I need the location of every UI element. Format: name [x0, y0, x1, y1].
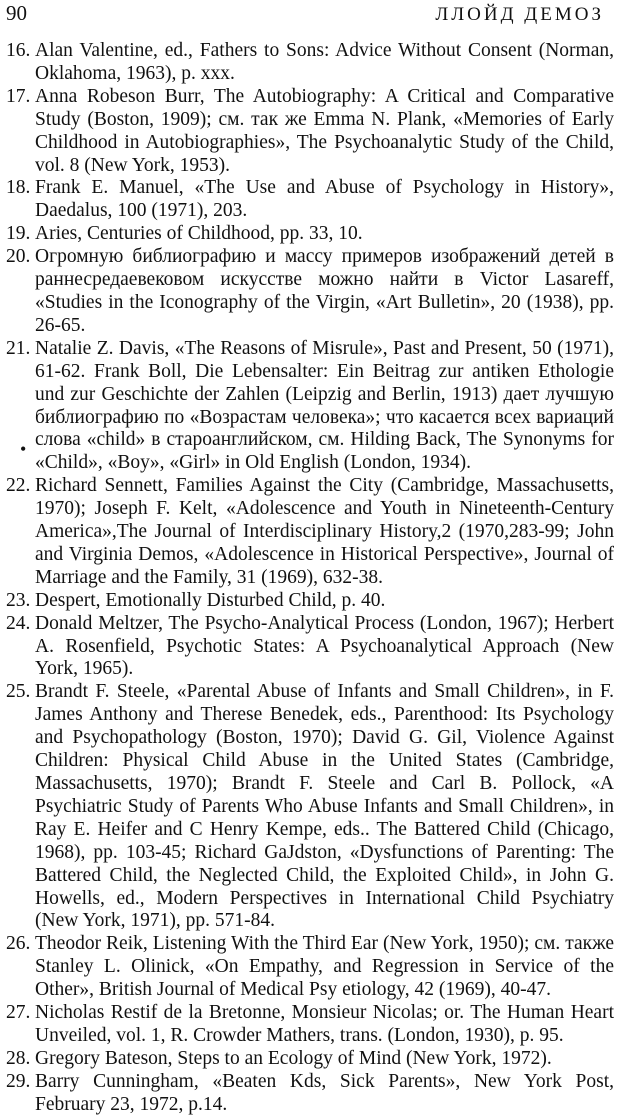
footnote-text: Brandt F. Steele, «Parental Abuse of Infants and Small Children», in F. James Anthony and Therese Benedek, eds., Parenthood: Its Psychology and Psychopathology (Boston, 1970); David G. Gil, Violence Against Children: Physical Child Abuse in the United States (Cambridge, Massachusetts, 1970); Brandt F. Steele and Carl B. Pollock, «A Psychiatric Study of Parents Who Abuse Infants and Small Children», in Ray E. Heifer and C Henry Kempe, eds.. The Battered Child (Chicago, 1968), pp. 103-45; Richard GaJdston, «Dysfunctions of Parenting: The Battered Child, the Neglected Child, the Exploited Child», in John G. Howells, ed., Modern Perspectives in International Child Psychiatry (New York, 1971), pp. 571-84.: [35, 681, 614, 932]
footnote-text: Alan Valentine, ed., Fathers to Sons: Advice Without Consent (Norman, Oklahoma, 1963), p. xxx.: [35, 40, 614, 84]
footnote: [6, 177, 614, 223]
footnotes-list: [6, 40, 614, 1117]
footnote-text: Richard Sennett, Families Against the City (Cambridge, Massachusetts, 1970); Joseph F. Kelt, «Adolescence and Youth in Nineteenth-Century America»,The Journal of Interdisciplinary History,2 (1970,283-99; John and Virginia Demos, «Adolescence in Historical Perspective», Journal of Marriage and the Family, 31 (1969), 632-38.: [35, 475, 614, 588]
footnote-text: Aries, Centuries of Childhood, pp. 33, 10.: [35, 223, 363, 245]
footnote-number: 27.: [6, 1002, 31, 1024]
footnote: [6, 475, 614, 590]
footnote-number: 16.: [6, 40, 31, 61]
footnote-number: 19.: [6, 223, 31, 245]
footnote-number: 22.: [6, 475, 31, 497]
footnote-number: 25.: [6, 681, 31, 703]
bullet-mark: •: [20, 438, 27, 459]
footnote-text: Donald Meltzer, The Psycho-Analytical Process (London, 1967); Herbert A. Rosenfield, Psychotic States: A Psychoanalytical Approach (New York, 1965).: [35, 612, 614, 680]
footnote: [6, 1002, 614, 1048]
footnote: [6, 933, 614, 1002]
footnote-text: Nicholas Restif de la Bretonne, Monsieur Nicolas; or. The Human Heart Unveiled, vol. 1, R. Crowder Mathers, trans. (London, 1930), p. 95.: [35, 1002, 614, 1046]
running-title: ЛЛОЙД ДЕМОЗ: [435, 4, 604, 25]
footnote-text: Despert, Emotionally Disturbed Child, p. 40.: [35, 589, 386, 611]
page-header: [6, 0, 614, 40]
footnote: [6, 590, 614, 613]
footnote: [6, 40, 614, 86]
footnote: [6, 681, 614, 933]
page-number: 90: [6, 1, 27, 25]
footnote: [6, 246, 614, 338]
footnote-text: Theodor Reik, Listening With the Third Ear (New York, 1950); см. также Stanley L. Olinick, «On Empathy, and Regression in Service of the Other», British Journal of Medical Psy etiology, 42 (1969), 40-47.: [35, 933, 614, 1001]
footnote-text: Anna Robeson Burr, The Autobiography: A Critical and Comparative Study (Boston, 1909); см. так же Emma N. Plank, «Memories of Early Childhood in Autobiographies», The Psychoanalytic Study of the Child, vol. 8 (New York, 1953).: [35, 85, 614, 176]
footnote-number: 29.: [6, 1070, 31, 1092]
footnote-number: 23.: [6, 589, 31, 611]
footnote-number: 26.: [6, 933, 31, 955]
footnote-text: Gregory Bateson, Steps to an Ecology of Mind (New York, 1972).: [35, 1047, 552, 1069]
footnote-text: Frank E. Manuel, «The Use and Abuse of Psychology in History», Daedalus, 100 (1971), 203.: [35, 177, 614, 222]
footnote-number: 21.: [6, 337, 31, 359]
footnote-number: 28.: [6, 1047, 31, 1069]
footnote-text: Огромную библиографию и массу примеров изображений детей в раннесредаевековом искусстве можно найти в Victor Lasareff, «Studies in the Iconography of the Virgin, «Art Bulletin», 20 (1938), pp. 26-65.: [35, 246, 614, 336]
footnote-number: 24.: [6, 612, 31, 634]
footnote: [6, 223, 614, 246]
footnote-number: 17.: [6, 85, 31, 107]
footnote-text: Natalie Z. Davis, «The Reasons of Misrule», Past and Present, 50 (1971), 61-62. Frank Boll, Die Lebensalter: Ein Beitrag zur antiken Ethologie und zur Geschichte der Zahlen (Leipzig and Berlin, 1913) дает лучшую библиографию по «Возрастам человека»; что касается всех вариаций слова «child» в староанглийском, см. Hilding Back, The Synonyms for «Child», «Boy», «Girl» in Old English (London, 1934).: [35, 337, 614, 474]
footnote: [6, 1048, 614, 1071]
footnote: [6, 1071, 614, 1117]
footnote-text: Barry Cunningham, «Beaten Kds, Sick Parents», New York Post, February 23, 1972, p.14.: [35, 1070, 614, 1115]
footnote-number: 18.: [6, 177, 31, 199]
footnote: [6, 86, 614, 178]
footnote-number: 20.: [6, 246, 31, 268]
footnote: [6, 613, 614, 682]
footnote: [6, 338, 614, 475]
